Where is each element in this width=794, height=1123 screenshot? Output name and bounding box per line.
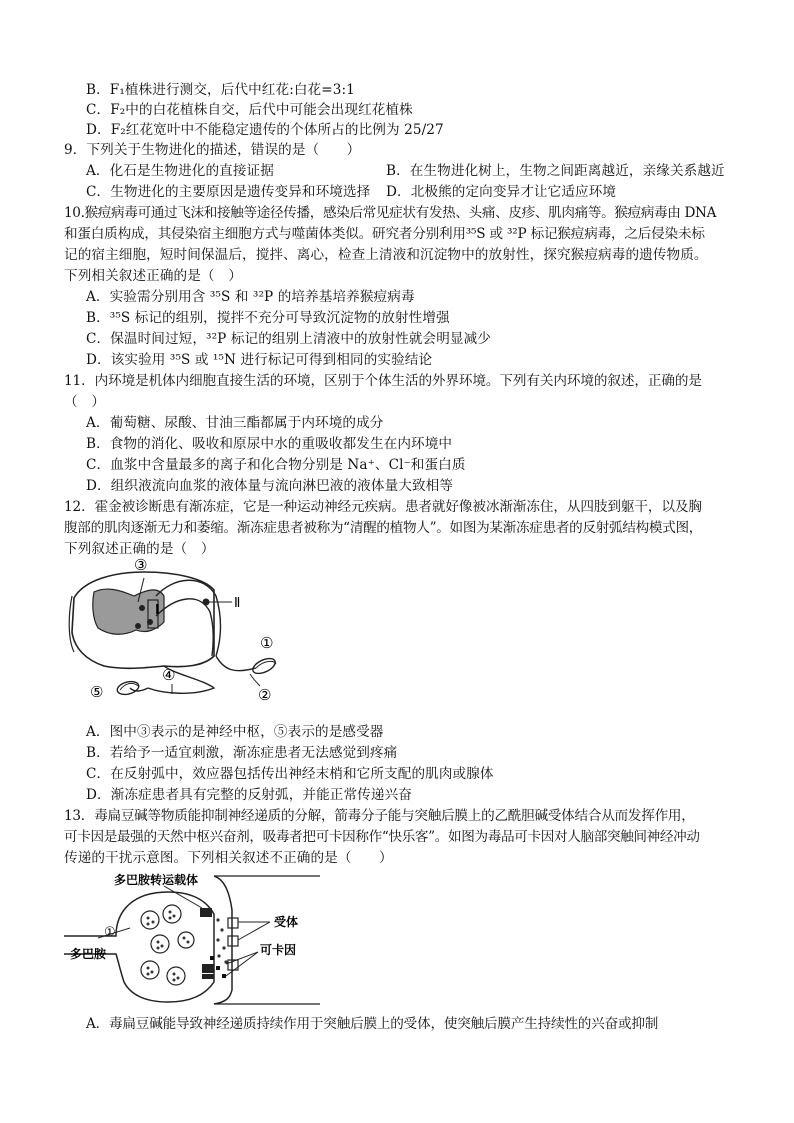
q9-option-b: B．在生物进化树上，生物之间距离越近，亲缘关系越近 xyxy=(386,163,725,179)
q10-option-a: A．实验需分别用含 ³⁵S 和 ³²P 的培养基培养猴痘病毒 xyxy=(86,289,415,305)
q9-stem: 9．下列关于生物进化的描述，错误的是（ ） xyxy=(64,142,361,158)
q12-option-b: B．若给予一适宜刺激，渐冻症患者无法感觉到疼痛 xyxy=(86,745,398,761)
q13-option-a: A．毒扁豆碱能导致神经递质持续作用于突触后膜上的受体，使突触后膜产生持续性的兴奋或抑制 xyxy=(86,1016,659,1032)
label-circle-3: ③ xyxy=(134,556,148,574)
q12-stem-line-3: 下列叙述正确的是（ ） xyxy=(64,541,215,557)
q12-stem-line-1: 12．霍金被诊断患有渐冻症，它是一种运动神经元疾病。患者就好像被冰渐渐冻住，从四肢到躯干，以及胸 xyxy=(64,499,702,515)
label-roman-2: Ⅱ xyxy=(234,596,241,611)
q13-stem-line-1: 13．毒扁豆碱等物质能抑制神经递质的分解，箭毒分子能与突触后膜上的乙酰胆碱受体结合从而发挥作用， xyxy=(64,808,695,824)
label-circle-1: ① xyxy=(260,634,274,652)
q8-option-d: D．F₂红花宽叶中不能稳定遗传的个体所占的比例为 25/27 xyxy=(86,122,444,138)
q11-stem-line-1: 11．内环境是机体内细胞直接生活的环境，区别于个体生活的外界环境。下列有关内环境的叙述，正确的是 xyxy=(64,373,702,389)
q8-option-b: B．F₁植株进行测交，后代中红花:白花=3:1 xyxy=(86,82,355,98)
label-dopamine-transporter: 多巴胺转运载体 xyxy=(114,873,199,887)
ganglion-dot xyxy=(203,599,210,606)
label-dopamine: 多巴胺 xyxy=(70,947,107,961)
q11-stem-line-2: （ ） xyxy=(64,394,106,410)
q11-option-d: D．组织液流向血浆的液体量与流向淋巴液的液体量大致相等 xyxy=(86,478,454,494)
q9-option-d: D．北极熊的定向变异才让它适应环境 xyxy=(386,184,617,200)
q12-option-d: D．渐冻症患者具有完整的反射弧，并能正常传递兴奋 xyxy=(86,787,412,803)
q10-option-d: D．该实验用 ³⁵S 或 ¹⁵N 进行标记可得到相同的实验结论 xyxy=(86,352,433,368)
q12-option-a: A．图中③表示的是神经中枢，⑤表示的是感受器 xyxy=(86,724,384,740)
label-receptor: 受体 xyxy=(274,915,299,929)
q10-option-b: B．³⁵S 标记的组别，搅拌不充分可导致沉淀物的放射性增强 xyxy=(86,310,450,326)
label-circle-5: ⑤ xyxy=(90,683,104,701)
q11-option-a: A．葡萄糖、尿酸、甘油三酯都属于内环境的成分 xyxy=(86,415,384,431)
q10-stem-line-1: 10.猴痘病毒可通过飞沫和接触等途径传播，感染后常见症状有发热、头痛、皮疹、肌肉痛等。猴痘病毒由 DNA xyxy=(64,205,717,221)
label-roman-1: Ⅰ xyxy=(155,603,160,618)
q10-option-c: C．保温时间过短，³²P 标记的组别上清液中的放射性就会明显减少 xyxy=(86,331,491,347)
q11-option-b: B．食物的消化、吸收和原尿中水的重吸收都发生在内环境中 xyxy=(86,436,453,452)
synapse-cocaine-diagram xyxy=(64,870,320,1006)
label-cocaine: 可卡因 xyxy=(260,943,297,957)
q11-option-c: C．血浆中含量最多的离子和化合物分别是 Na⁺、Cl⁻和蛋白质 xyxy=(86,457,466,473)
label-circle-2: ② xyxy=(258,686,272,704)
label-circle-1-synapse: ① xyxy=(104,925,116,940)
q10-stem-line-4: 下列相关叙述正确的是（ ） xyxy=(64,268,243,284)
q12-stem-line-2: 腹部的肌肉逐渐无力和萎缩。渐冻症患者被称为“清醒的植物人”。如图为某渐冻症患者的反射弧结构模式图， xyxy=(64,520,703,536)
q10-stem-line-2: 和蛋白质构成，其侵染宿主细胞方式与噬菌体类似。研究者分别利用³⁵S 或 ³²P 标记猴痘病毒，之后侵染未标 xyxy=(64,226,705,242)
q13-stem-line-2: 可卡因是最强的天然中枢兴奋剂，吸毒者把可卡因称作“快乐客”。如图为毒品可卡因对人脑部突触间神经冲动 xyxy=(64,829,700,845)
q13-stem-line-3: 传递的干扰示意图。下列相关叙述不正确的是（ ） xyxy=(64,850,393,866)
q9-option-a: A．化石是生物进化的直接证据 xyxy=(86,163,274,179)
reflex-arc-diagram xyxy=(64,556,284,716)
q8-option-c: C．F₂中的白花植株自交，后代中可能会出现红花植株 xyxy=(86,102,413,118)
q9-option-c: C．生物进化的主要原因是遗传变异和环境选择 xyxy=(86,184,371,200)
label-circle-4: ④ xyxy=(162,666,176,684)
q12-option-c: C．在反射弧中，效应器包括传出神经末梢和它所支配的肌肉或腺体 xyxy=(86,766,494,782)
q10-stem-line-3: 记的宿主细胞，短时间保温后，搅拌、离心，检查上清液和沉淀物中的放射性，探究猴痘病毒的遗传物质。 xyxy=(64,247,708,263)
